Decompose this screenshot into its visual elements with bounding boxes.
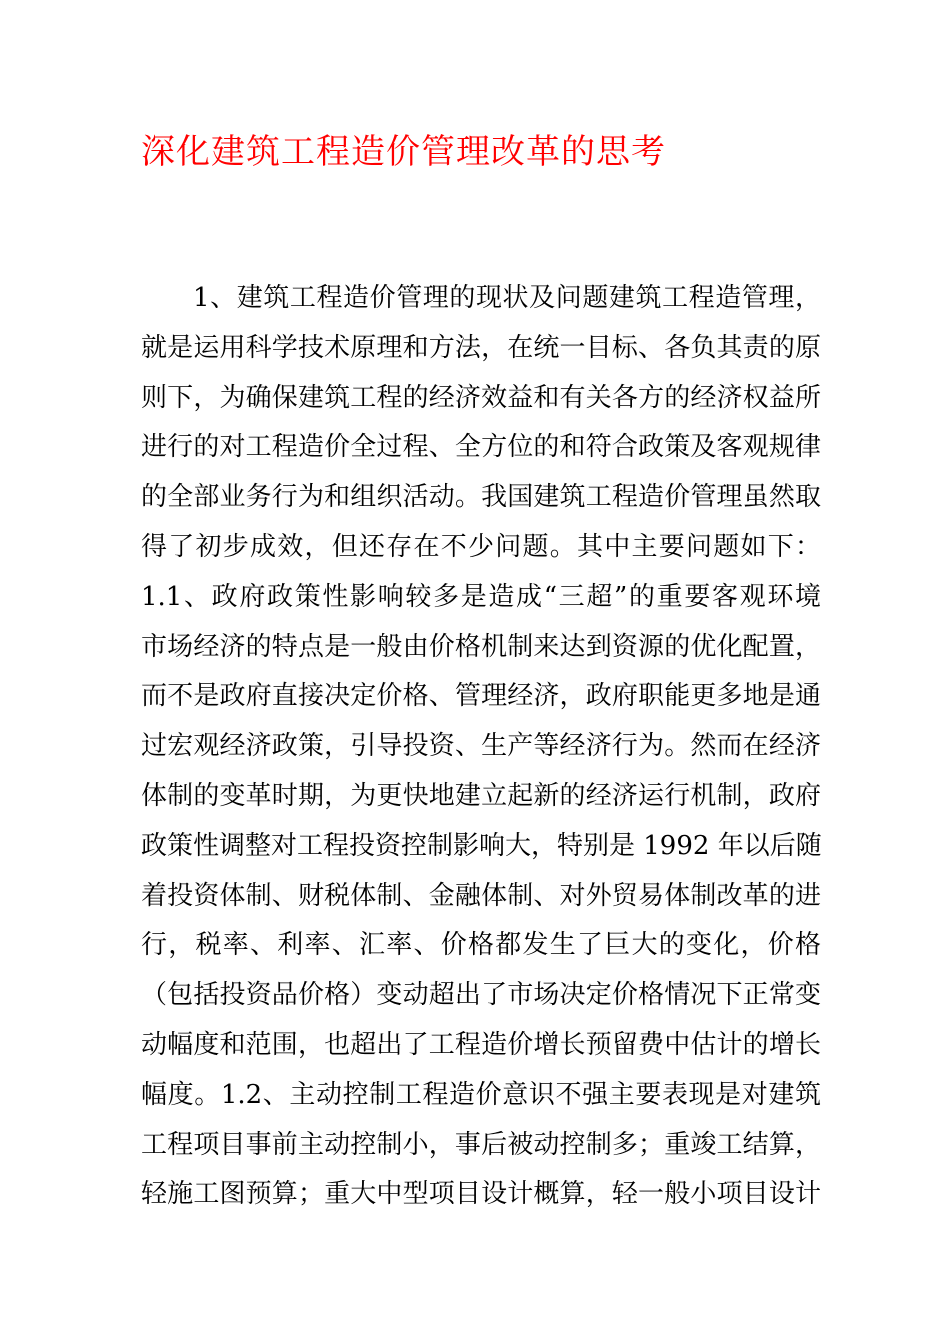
text-line: 1、建筑工程造价管理的现状及问题建筑工程造管理， [193, 283, 821, 313]
text-line: 市场经济的特点是一般由价格机制来达到资源的优化配置， [141, 631, 821, 662]
text-line: 动幅度和范围，也超出了工程造价增长预留费中估计的增长 [141, 1029, 821, 1060]
text-line: 过宏观经济政策，引导投资、生产等经济行为。然而在经济 [141, 731, 821, 762]
text-line: 就是运用科学技术原理和方法，在统一目标、各负其责的原 [141, 332, 821, 363]
text-line: 工程项目事前主动控制小，事后被动控制多；重竣工结算， [141, 1129, 821, 1160]
text-line: 着投资体制、财税体制、金融体制、对外贸易体制改革的进 [141, 880, 821, 911]
text-line: 则下，为确保建筑工程的经济效益和有关各方的经济权益所 [141, 382, 821, 413]
text-line: （包括投资品价格）变动超出了市场决定价格情况下正常变 [141, 980, 821, 1011]
text-line: 政策性调整对工程投资控制影响大，特别是 1992 年以后随 [141, 830, 822, 861]
text-line: 得了初步成效，但还存在不少问题。其中主要问题如下： [141, 531, 821, 562]
text-line: 体制的变革时期，为更快地建立起新的经济运行机制，政府 [141, 780, 821, 811]
text-line: 进行的对工程造价全过程、全方位的和符合政策及客观规律 [141, 432, 821, 463]
body-paragraph [141, 274, 821, 1220]
text-line: 而不是政府直接决定价格、管理经济，政府职能更多地是通 [141, 681, 821, 712]
text-line: 轻施工图预算；重大中型项目设计概算，轻一般小项目设计 [141, 1179, 821, 1210]
text-line: 的全部业务行为和组织活动。我国建筑工程造价管理虽然取 [141, 482, 821, 513]
text-line: 行，税率、利率、汇率、价格都发生了巨大的变化，价格 [141, 930, 821, 961]
text-line: 幅度。1.2、主动控制工程造价意识不强主要表现是对建筑 [141, 1079, 821, 1110]
page-title: 深化建筑工程造价管理改革的思考 [141, 132, 666, 172]
text-line: 1.1、政府政策性影响较多是造成“三超”的重要客观环境 [141, 581, 821, 612]
